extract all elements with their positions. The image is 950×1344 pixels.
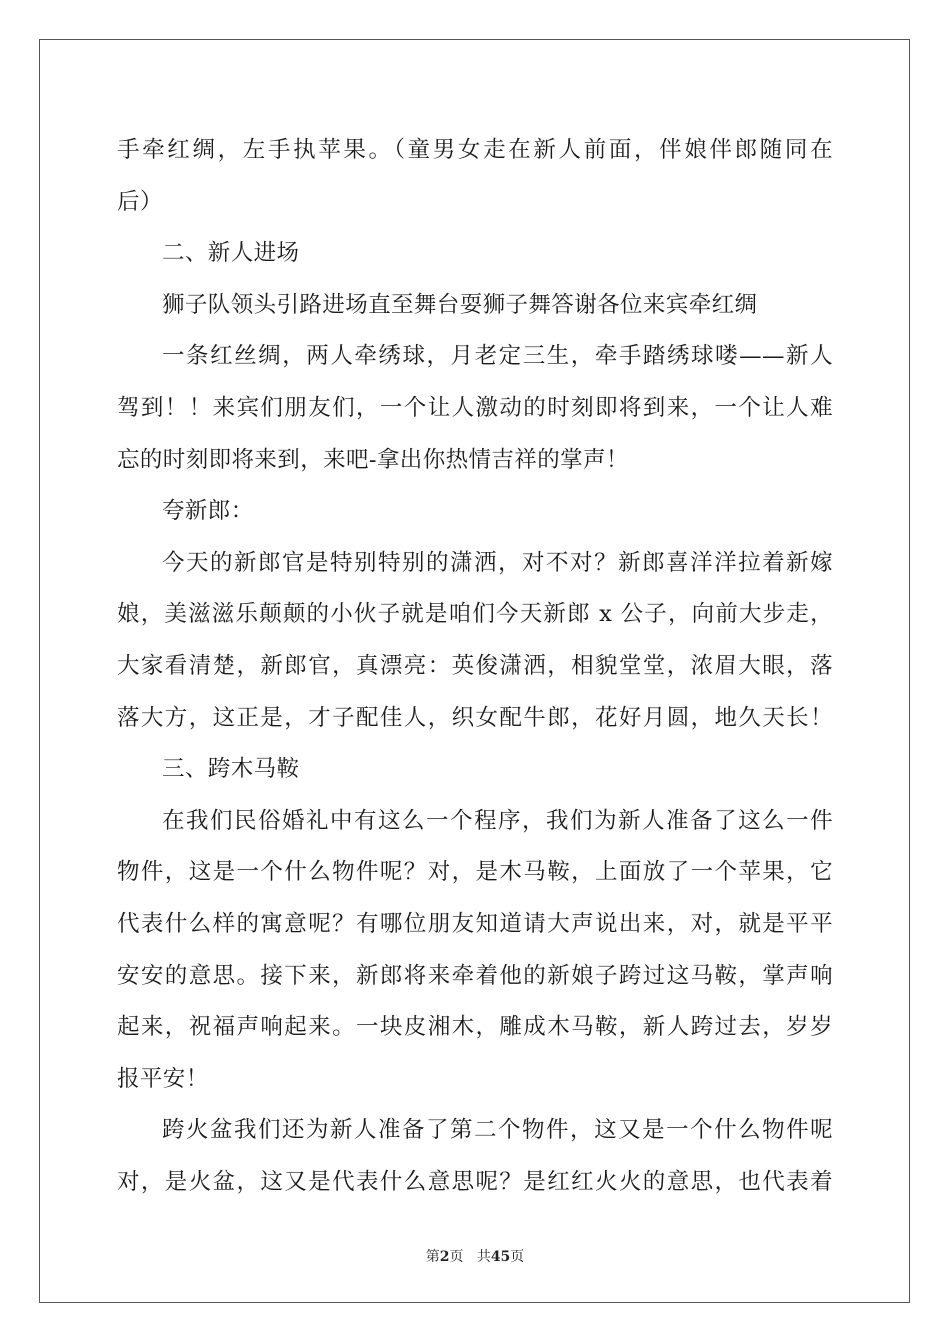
- text-line: 跨火盆我们还为新人准备了第二个物件，这又是一个什么物件呢: [162, 1117, 833, 1144]
- subheading: 夸新郎：: [162, 498, 254, 525]
- total-suffix: 页: [510, 1249, 525, 1265]
- text-line: 手牵红绸，左手执苹果。（童男女走在新人前面，伴娘伴郎随同在: [117, 137, 833, 163]
- page-prefix: 第: [425, 1249, 440, 1265]
- text-line: 今天的新郎官是特别特别的潇洒，对不对？新郎喜洋洋拉着新嫁: [162, 549, 833, 576]
- page-footer: [0, 1247, 950, 1267]
- page-suffix: 页: [449, 1249, 464, 1265]
- text-line: 物件，这是一个什么物件呢？对，是木马鞍，上面放了一个苹果，它: [117, 859, 833, 886]
- text-line: 驾到！！来宾们朋友们，一个让人激动的时刻即将到来，一个让人难: [117, 394, 833, 421]
- text-line: 安安的意思。接下来，新郎将来牵着他的新娘子跨过这马鞍，掌声响: [117, 962, 833, 989]
- section-heading: 三、跨木马鞍: [162, 756, 300, 783]
- text-line: 狮子队领头引路进场直至舞台耍狮子舞答谢各位来宾牵红绸: [162, 291, 758, 318]
- text-line: 娘，美滋滋乐颠颠的小伙子就是咱们今天新郎 x 公子，向前大步走，: [117, 601, 833, 628]
- text-line: 后）: [117, 188, 163, 215]
- text-line: 一条红丝绸，两人牵绣球，月老定三生，牵手踏绣球喽——新人: [162, 343, 833, 370]
- document-body: [117, 128, 833, 1211]
- current-page-number: 2: [439, 1249, 450, 1265]
- text-line: 对，是火盆，这又是代表什么意思呢？是红红火火的意思，也代表着: [117, 1168, 833, 1195]
- text-line: 落大方，这正是，才子配佳人，织女配牛郎，花好月圆，地久天长！: [117, 704, 833, 731]
- text-line: 大家看清楚，新郎官，真漂亮：英俊潇洒，相貌堂堂，浓眉大眼，落: [117, 652, 833, 679]
- text-line: 在我们民俗婚礼中有这么一个程序，我们为新人准备了这么一件: [162, 807, 833, 834]
- section-heading: 二、新人进场: [162, 240, 300, 267]
- text-line: 起来，祝福声响起来。一块皮湘木，雕成木马鞍，新人跨过去，岁岁: [117, 1014, 833, 1041]
- total-prefix: 共: [476, 1249, 491, 1265]
- text-line: 代表什么样的寓意呢？有哪位朋友知道请大声说出来，对，就是平平: [117, 910, 833, 937]
- text-line: 报平安！: [117, 1065, 209, 1092]
- text-line: 忘的时刻即将来到，来吧-拿出你热情吉祥的掌声！: [117, 446, 629, 473]
- total-page-count: 45: [490, 1249, 511, 1265]
